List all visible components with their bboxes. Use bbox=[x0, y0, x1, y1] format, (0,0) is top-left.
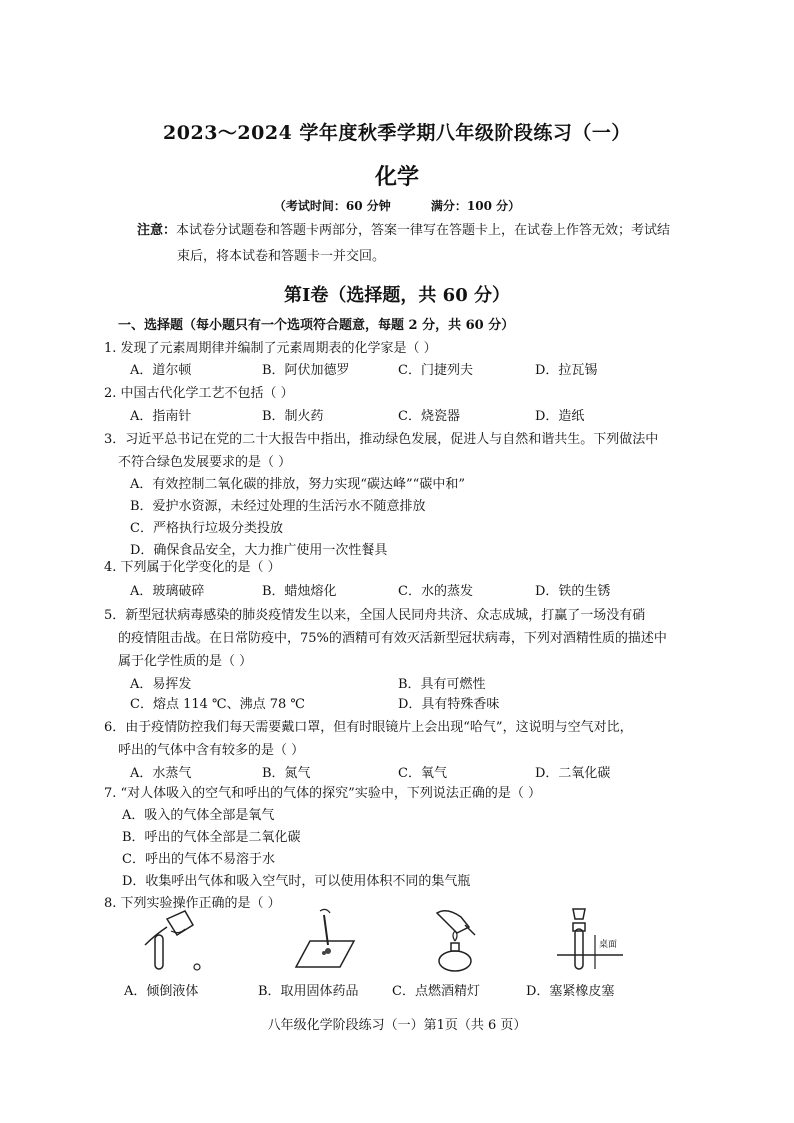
q5-option-b: B．具有可燃性 bbox=[398, 677, 486, 692]
page-footer: 八年级化学阶段练习（一）第1页（共 6 页） bbox=[267, 1018, 527, 1033]
notice-label: 注意： bbox=[137, 223, 177, 238]
q2-option-a: A．指南针 bbox=[130, 409, 192, 424]
q5-option-d: D．具有特殊香味 bbox=[398, 697, 500, 712]
q6-option-c: C．氧气 bbox=[398, 766, 447, 781]
full-score: 满分：100 分） bbox=[430, 199, 521, 213]
q7-option-c: C．呼出的气体不易溶于水 bbox=[122, 852, 275, 867]
exam-title: 2023～2024 学年度秋季学期八年级阶段练习（一） bbox=[163, 122, 631, 144]
q8-option-d: D．塞紧橡皮塞 bbox=[526, 984, 615, 999]
q1-option-a: A．道尔顿 bbox=[130, 363, 192, 378]
q7-option-b: B．呼出的气体全部是二氧化碳 bbox=[122, 830, 301, 845]
q1-option-c: C．门捷列夫 bbox=[398, 363, 473, 378]
question-8-stem: 8. 下列实验操作正确的是（ ） bbox=[104, 896, 281, 911]
notice bbox=[137, 218, 697, 270]
question-6-stem-line2: 呼出的气体中含有较多的是（ ） bbox=[118, 743, 305, 758]
q4-option-c: C．水的蒸发 bbox=[398, 584, 473, 599]
q1-option-d: D．拉瓦锡 bbox=[535, 363, 598, 378]
q3-option-a: A．有效控制二氧化碳的排放，努力实现“碳达峰”“碳中和” bbox=[130, 477, 465, 492]
figure-solid-reagent bbox=[290, 905, 360, 975]
subject-title: 化学 bbox=[374, 164, 419, 190]
question-1-stem: 1. 发现了元素周期律并编制了元素周期表的化学家是（ ） bbox=[104, 341, 437, 356]
q3-option-c: C．严格执行垃圾分类投放 bbox=[130, 521, 283, 536]
q4-option-b: B．蜡烛熔化 bbox=[262, 584, 337, 599]
question-3-stem-line2: 不符合绿色发展要求的是（ ） bbox=[118, 455, 292, 470]
q3-option-d: D．确保食品安全，大力推广使用一次性餐具 bbox=[130, 543, 388, 558]
question-5-stem-line3: 属于化学性质的是（ ） bbox=[118, 654, 253, 669]
notice-line1: 本试卷分试题卷和答题卡两部分，答案一律写在答题卡上，在试卷上作答无效；考试结 bbox=[176, 223, 671, 238]
question-4-stem: 4. 下列属于化学变化的是（ ） bbox=[104, 560, 281, 575]
figure-pouring-liquid bbox=[135, 905, 205, 975]
q2-option-c: C．烧瓷器 bbox=[398, 409, 460, 424]
question-2-stem: 2. 中国古代化学工艺不包括（ ） bbox=[104, 386, 294, 401]
q4-option-a: A．玻璃破碎 bbox=[130, 584, 205, 599]
q1-option-b: B．阿伏加德罗 bbox=[262, 363, 350, 378]
question-7-stem: 7. “对人体吸入的空气和呼出的气体的探究”实验中，下列说法正确的是（ ） bbox=[104, 786, 541, 801]
question-6-stem-line1: 6．由于疫情防控我们每天需要戴口罩，但有时眼镜片上会出现“哈气”，这说明与空气对比， bbox=[104, 720, 633, 735]
q6-option-d: D．二氧化碳 bbox=[535, 766, 611, 781]
q6-option-b: B．氮气 bbox=[262, 766, 311, 781]
question-3-stem-line1: 3．习近平总书记在党的二十大报告中指出，推动绿色发展，促进人与自然和谐共生。下列做法中 bbox=[104, 432, 659, 447]
q2-option-b: B．制火药 bbox=[262, 409, 324, 424]
question-5-stem-line1: 5．新型冠状病毒感染的肺炎疫情发生以来，全国人民同舟共济、众志成城，打赢了一场没有硝 bbox=[104, 608, 646, 623]
part-heading: 一、选择题（每小题只有一个选项符合题意，每题 2 分，共 60 分） bbox=[118, 318, 515, 333]
q8-option-b: B．取用固体药品 bbox=[258, 984, 359, 999]
q5-option-a: A．易挥发 bbox=[130, 677, 192, 692]
table-surface-label: 桌面 bbox=[599, 940, 618, 950]
q4-option-d: D．铁的生锈 bbox=[535, 584, 611, 599]
q8-option-c: C．点燃酒精灯 bbox=[392, 984, 480, 999]
question-5-stem-line2: 的疫情阻击战。在日常防疫中，75%的酒精可有效灭活新型冠状病毒，下列对酒精性质的描述中 bbox=[118, 631, 667, 646]
q2-option-d: D．造纸 bbox=[535, 409, 585, 424]
figure-alcohol-lamp bbox=[425, 905, 495, 975]
figure-rubber-stopper bbox=[555, 905, 625, 975]
q6-option-a: A．水蒸气 bbox=[130, 766, 192, 781]
q7-option-a: A．吸入的气体全部是氧气 bbox=[122, 808, 275, 823]
exam-time: （考试时间：60 分钟 bbox=[273, 199, 391, 213]
exam-meta bbox=[0, 197, 794, 214]
notice-line2: 束后，将本试卷和答题卡一并交回。 bbox=[177, 249, 386, 264]
q8-option-a: A．倾倒液体 bbox=[124, 984, 199, 999]
q7-option-d: D．收集呼出气体和吸入空气时，可以使用体积不同的集气瓶 bbox=[122, 874, 471, 889]
section-title: 第Ⅰ卷（选择题，共 60 分） bbox=[283, 285, 510, 306]
q3-option-b: B．爱护水资源，未经过处理的生活污水不随意排放 bbox=[130, 499, 426, 514]
q5-option-c: C．熔点 114 ℃、沸点 78 ℃ bbox=[130, 697, 305, 712]
